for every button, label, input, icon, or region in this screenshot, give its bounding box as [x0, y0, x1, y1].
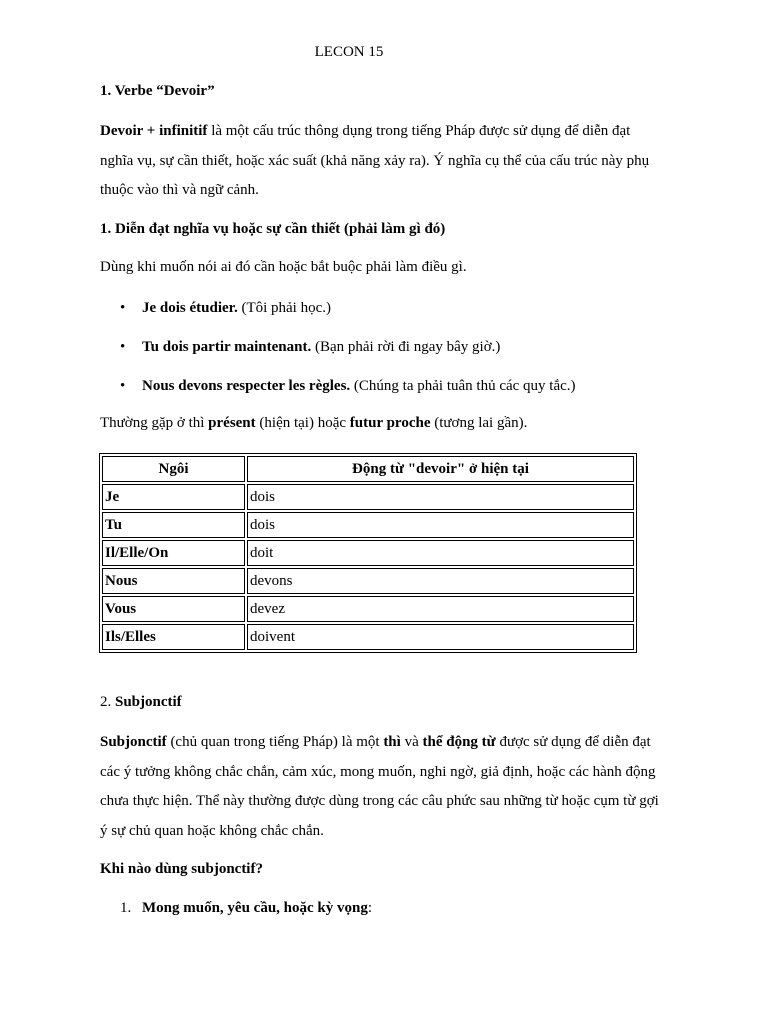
pronoun-cell: Tu: [102, 512, 245, 538]
section-2-heading: [100, 694, 182, 711]
term-thi: thì: [383, 734, 401, 750]
table-header-row: [102, 456, 634, 482]
table-row: [102, 568, 634, 594]
list-item-tail: :: [367, 900, 373, 916]
table-row: [102, 512, 634, 538]
usage-text: Dùng khi muốn nói ai đó cần hoặc bắt buộc phải làm điều gì.: [100, 259, 467, 275]
pronoun-cell: Nous: [102, 568, 245, 594]
list-item: [100, 337, 576, 376]
list-item: [100, 376, 576, 415]
verb-cell: dois: [247, 484, 634, 510]
devoir-term: Devoir + infinitif: [100, 123, 208, 139]
list-item-label: Mong muốn, yêu cầu, hoặc kỳ vọng: [142, 900, 368, 916]
devoir-intro-paragraph: [100, 117, 660, 206]
list-item: [100, 900, 372, 917]
section-2-title: Subjonctif: [115, 694, 182, 710]
example-translation: (Bạn phải rời đi ngay bây giờ.): [311, 339, 501, 355]
list-number: 1.: [120, 900, 132, 916]
list-item: [100, 298, 576, 337]
obligation-subheading: 1. Diễn đạt nghĩa vụ hoặc sự cần thiết (phải làm gì đó): [100, 221, 446, 237]
example-french: Nous devons respecter les règles.: [142, 378, 351, 394]
pronoun-cell: Ils/Elles: [102, 624, 245, 650]
table-row: [102, 540, 634, 566]
pronoun-cell: Vous: [102, 596, 245, 622]
subjonctif-intro-text: và: [400, 734, 423, 750]
table-row: [102, 596, 634, 622]
conjugation-table: [99, 453, 637, 653]
tense-note-text: (hiện tại) hoặc: [255, 415, 350, 431]
verb-cell: dois: [247, 512, 634, 538]
subjonctif-intro-text: được sử dụng để diễn đạt các ý tưởng không chắc chắn, cảm xúc, mong muốn, nghi ngờ, giả định, hoặc các hành động chưa thực hiện. Thể này thường được dùng trong các câu phức sau những từ hoặc cụm từ gợi ý sự chủ quan hoặc không chắc chắn.: [100, 734, 659, 839]
example-translation: (Chúng ta phải tuân thủ các quy tắc.): [350, 378, 576, 394]
tense-note-text: Thường gặp ở thì: [100, 415, 209, 431]
subjonctif-intro-paragraph: [100, 728, 660, 846]
tense-note-text: (tương lai gần).: [430, 415, 528, 431]
verb-cell: doivent: [247, 624, 634, 650]
example-french: Je dois étudier.: [142, 300, 238, 316]
column-header-verb: Động từ "devoir" ở hiện tại: [247, 456, 634, 482]
table-row: [102, 484, 634, 510]
when-to-use-question: Khi nào dùng subjonctif?: [100, 861, 263, 877]
page-title: LECON 15: [314, 44, 384, 60]
tense-present: présent: [208, 415, 256, 431]
example-french: Tu dois partir maintenant.: [142, 339, 312, 355]
verb-cell: doit: [247, 540, 634, 566]
pronoun-cell: Je: [102, 484, 245, 510]
tense-futur-proche: futur proche: [349, 415, 431, 431]
section-1-heading: 1. Verbe “Devoir”: [100, 83, 215, 99]
subjonctif-term: Subjonctif: [100, 734, 167, 750]
term-the-dong-tu: thể động từ: [422, 734, 496, 750]
subjonctif-intro-text: (chủ quan trong tiếng Pháp) là một: [166, 734, 384, 750]
devoir-intro-text: là một cấu trúc thông dụng trong tiếng Pháp được sử dụng để diễn đạt nghĩa vụ, sự cần thiết, hoặc xác suất (khả năng xảy ra). Ý nghĩa cụ thể của cấu trúc này phụ thuộc vào thì và ngữ cảnh.: [100, 123, 650, 198]
tense-note: [100, 415, 527, 432]
column-header-person: Ngôi: [102, 456, 245, 482]
example-translation: (Tôi phải học.): [237, 300, 332, 316]
verb-cell: devez: [247, 596, 634, 622]
verb-cell: devons: [247, 568, 634, 594]
section-2-number: 2.: [100, 694, 115, 710]
example-list: [100, 298, 576, 415]
usage-numbered-list: [100, 900, 372, 917]
pronoun-cell: Il/Elle/On: [102, 540, 245, 566]
table-row: [102, 624, 634, 650]
